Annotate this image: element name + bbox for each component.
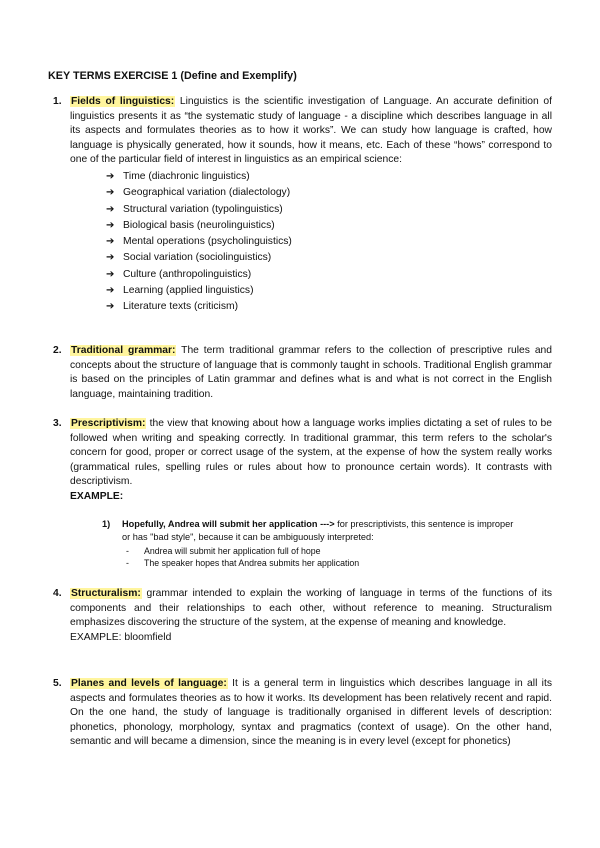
list-item: [126, 557, 552, 570]
term-definition: It is a general term in linguistics which describes language in all its aspects and formulates theories as to how it works. Its development has been relatively recent and rapid. On the one hand, the study of language is traditionally organised in different levels of description: phonetics, phonology, morphology, syntax and pragmatics (context of usage). On the other hand, semantic and will became a dimension, since the meaning is in every level (except for phonetics): [70, 678, 552, 748]
arrow-icon: ➔: [106, 285, 115, 297]
example-sentence-text: Hopefully, Andrea will submit her application --->: [122, 518, 335, 529]
list-item: [126, 545, 552, 558]
item-paragraph: [70, 417, 552, 490]
arrow-icon: ➔: [106, 203, 115, 215]
arrow-icon: ➔: [106, 301, 115, 313]
term-heading: Fields of linguistics:: [71, 96, 175, 107]
example-line: EXAMPLE: bloomfield: [70, 631, 172, 643]
term-heading: Structuralism:: [71, 588, 141, 599]
field-label: Culture (anthropolinguistics): [123, 268, 252, 280]
interpretation-text: The speaker hopes that Andrea submits her application: [144, 558, 360, 569]
example-block: [102, 518, 552, 545]
item-number: 4.: [53, 588, 62, 599]
field-label: Time (diachronic linguistics): [123, 170, 250, 182]
field-label: Social variation (sociolinguistics): [123, 252, 272, 264]
list-item: [106, 250, 552, 266]
interpretation-text: Andrea will submit her application full of hope: [144, 545, 321, 556]
list-item: [106, 283, 552, 299]
term-item-structuralism: [53, 587, 552, 645]
arrow-icon: ➔: [106, 170, 115, 182]
arrow-icon: ➔: [106, 236, 115, 248]
list-item: [106, 218, 552, 234]
item-paragraph: [70, 587, 552, 631]
term-item-fields-of-linguistics: [53, 95, 552, 316]
page-title: KEY TERMS EXERCISE 1 (Define and Exemplify): [48, 70, 297, 82]
term-definition: grammar intended to explain the working of language in terms of the functions of its components and their relationships to each other, without reference to meaning. Structuralism emphasizes discovering the structure of the system, at the expense of meaning and knowledge.: [70, 588, 552, 629]
arrow-icon: ➔: [106, 219, 115, 231]
example-number: 1): [102, 518, 111, 529]
list-item: [106, 299, 552, 315]
example-sentence: [102, 518, 552, 532]
item-number: 1.: [53, 96, 62, 107]
field-label: Mental operations (psycholinguistics): [123, 236, 292, 248]
term-heading: Traditional grammar:: [71, 345, 176, 356]
item-paragraph: [70, 677, 552, 750]
list-item: [106, 202, 552, 218]
item-paragraph: [70, 344, 552, 402]
field-label: Literature texts (criticism): [123, 301, 239, 313]
item-paragraph: [70, 95, 552, 168]
list-item: [106, 234, 552, 250]
term-heading: Prescriptivism:: [71, 418, 146, 429]
term-item-prescriptivism: [53, 417, 552, 570]
item-number: 5.: [53, 678, 62, 689]
dash-bullet: -: [126, 558, 129, 569]
example-comment-continued: or has "bad style", because it can be ambiguously interpreted:: [122, 532, 374, 543]
example-comment: for prescriptivists, this sentence is improper: [334, 518, 514, 529]
term-heading: Planes and levels of language:: [71, 678, 227, 689]
list-item: [106, 267, 552, 283]
item-number: 2.: [53, 345, 62, 356]
term-item-traditional-grammar: [53, 344, 552, 402]
item-number: 3.: [53, 418, 62, 429]
list-item: [106, 169, 552, 185]
field-label: Biological basis (neurolinguistics): [123, 219, 275, 231]
dash-bullet: -: [126, 545, 129, 556]
arrow-icon: ➔: [106, 268, 115, 280]
term-definition: The term traditional grammar refers to the collection of prescriptive rules and concepts about the structure of language that is commonly taught in schools. Traditional English grammar is based on the principles of Latin grammar and defines what is and what is not correct in the English language, maintaining tradition.: [70, 345, 552, 400]
term-definition: the view that knowing about how a language works implies dictating a set of rules to be followed when writing and speaking correctly. In traditional grammar, this term refers to the scholar's concern for good, proper or correct usage of the system, at the expense of how the system really works (grammatical rules, spelling rules or rules about how to pronounce certain words). It contrasts with descriptivism.: [70, 418, 552, 488]
list-item: [106, 185, 552, 201]
arrow-icon: ➔: [106, 252, 115, 264]
arrow-icon: ➔: [106, 187, 115, 199]
field-label: Geographical variation (dialectology): [123, 187, 291, 199]
linguistic-fields-list: [106, 169, 552, 316]
interpretation-list: [126, 545, 552, 571]
field-label: Structural variation (typolinguistics): [123, 203, 283, 215]
field-label: Learning (applied linguistics): [123, 285, 254, 297]
example-label: EXAMPLE:: [70, 490, 124, 502]
term-definition: Linguistics is the scientific investigation of Language. An accurate definition of linguistics presents it as “the systematic study of language - a discipline which describes language in all its aspects and formulates theories as to how it works”. We can study how language is crafted, how language is physically generated, how it sounds, how it means, etc. Each of these “hows” correspond to one of the particular field of interest in linguistics as an empirical science:: [70, 96, 552, 166]
term-item-planes-and-levels: [53, 677, 552, 750]
